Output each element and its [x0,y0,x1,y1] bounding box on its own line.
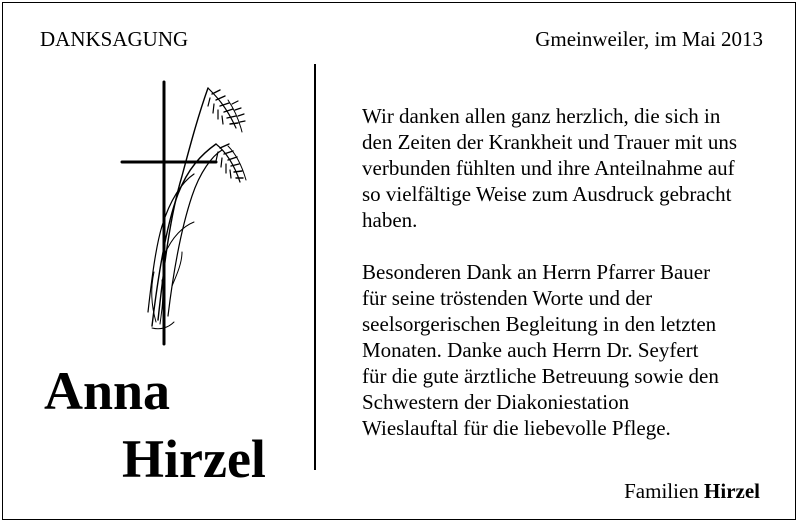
deceased-last-name: Hirzel [122,429,266,489]
deceased-first-name: Anna [44,361,171,421]
message-paragraph-2: Besonderen Dank an Herrn Pfarrer Bauer für seine tröstenden Worte und der seelsorgerischen Begleitung in den letzten Monaten. Danke auch Herrn Dr. Seyfert für die gute ärztliche Betreuung sowie den Schwestern der Diakoniestation Wieslauftal für die liebevolle Pflege. [362,260,719,440]
place-date: Gmeinweiler, im Mai 2013 [535,27,763,51]
vertical-divider [314,64,316,470]
signature-prefix: Familien [624,479,699,503]
notice-title: DANKSAGUNG [40,27,189,51]
signature-family-name: Hirzel [704,479,760,503]
thank-you-message [362,103,782,441]
message-paragraph-1: Wir danken allen ganz herzlich, die sich in den Zeiten der Krankheit und Trauer mit uns verbunden fühlten und ihre Anteilnahme auf so vielfältige Weise zum Ausdruck gebracht haben. [362,104,738,232]
cross-with-wheat-icon [112,76,262,356]
signature [624,479,760,503]
